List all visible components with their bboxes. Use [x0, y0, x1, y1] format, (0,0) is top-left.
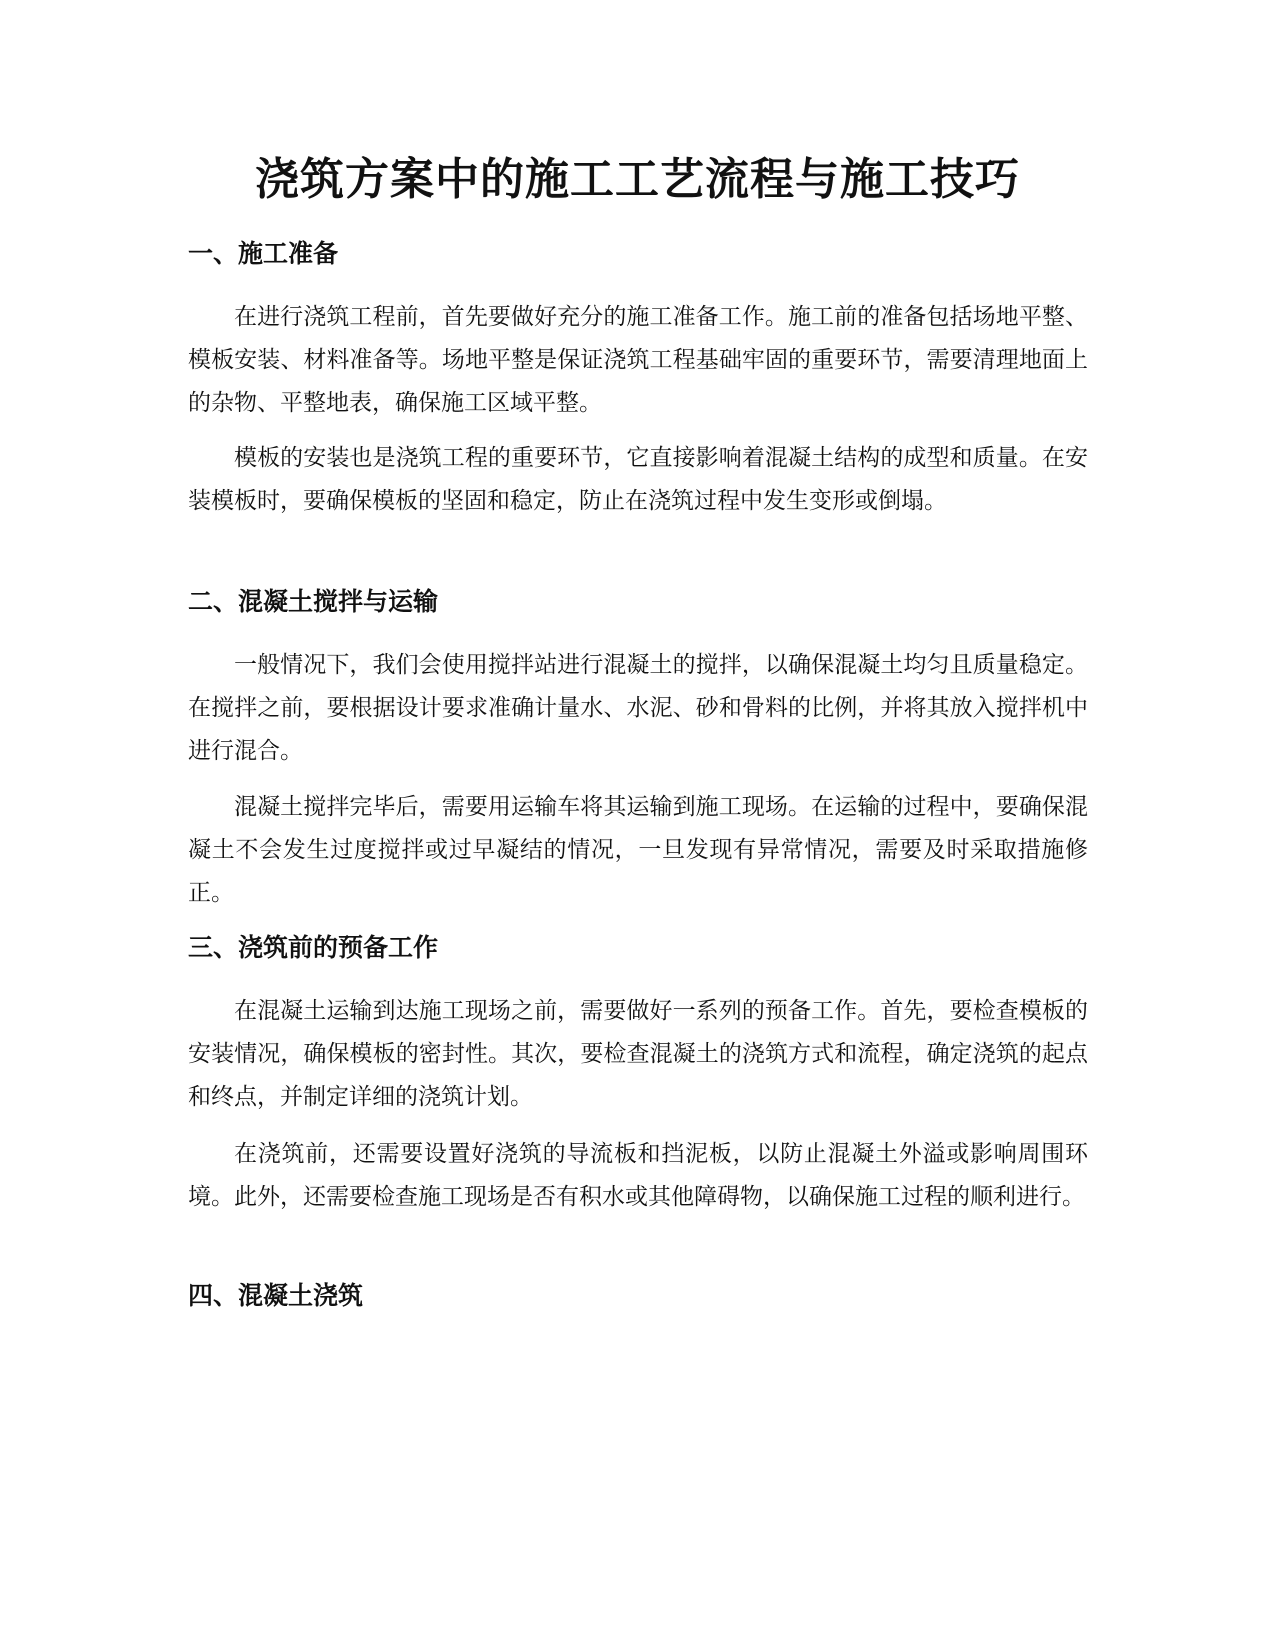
- section-3-paragraph-2: 在浇筑前，还需要设置好浇筑的导流板和挡泥板，以防止混凝土外溢或影响周围环境。此外，还需要检查施工现场是否有积水或其他障碍物，以确保施工过程的顺利进行。: [188, 1141, 1088, 1210]
- section-3-paragraph-1: 在混凝土运输到达施工现场之前，需要做好一系列的预备工作。首先，要检查模板的安装情况，确保模板的密封性。其次，要检查混凝土的浇筑方式和流程，确定浇筑的起点和终点，并制定详细的浇筑计划。: [188, 998, 1088, 1110]
- section-heading-4: 四、混凝土浇筑: [188, 1281, 364, 1310]
- section-2-paragraph-2: 混凝土搅拌完毕后，需要用运输车将其运输到施工现场。在运输的过程中，要确保混凝土不会发生过度搅拌或过早凝结的情况，一旦发现有异常情况，需要及时采取措施修正。: [188, 794, 1088, 906]
- section-heading-2: 二、混凝土搅拌与运输: [188, 587, 439, 616]
- section-heading-1: 一、施工准备: [188, 239, 339, 268]
- section-2-paragraph-1: 一般情况下，我们会使用搅拌站进行混凝土的搅拌，以确保混凝土均匀且质量稳定。在搅拌之前，要根据设计要求准确计量水、水泥、砂和骨料的比例，并将其放入搅拌机中进行混合。: [188, 652, 1088, 764]
- section-heading-3: 三、浇筑前的预备工作: [188, 933, 439, 962]
- page-title: 浇筑方案中的施工工艺流程与施工技巧: [255, 154, 1020, 205]
- section-1-paragraph-2: 模板的安装也是浇筑工程的重要环节，它直接影响着混凝土结构的成型和质量。在安装模板时，要确保模板的坚固和稳定，防止在浇筑过程中发生变形或倒塌。: [188, 445, 1088, 514]
- section-1-paragraph-1: 在进行浇筑工程前，首先要做好充分的施工准备工作。施工前的准备包括场地平整、模板安装、材料准备等。场地平整是保证浇筑工程基础牢固的重要环节，需要清理地面上的杂物、平整地表，确保施工区域平整。: [188, 304, 1088, 416]
